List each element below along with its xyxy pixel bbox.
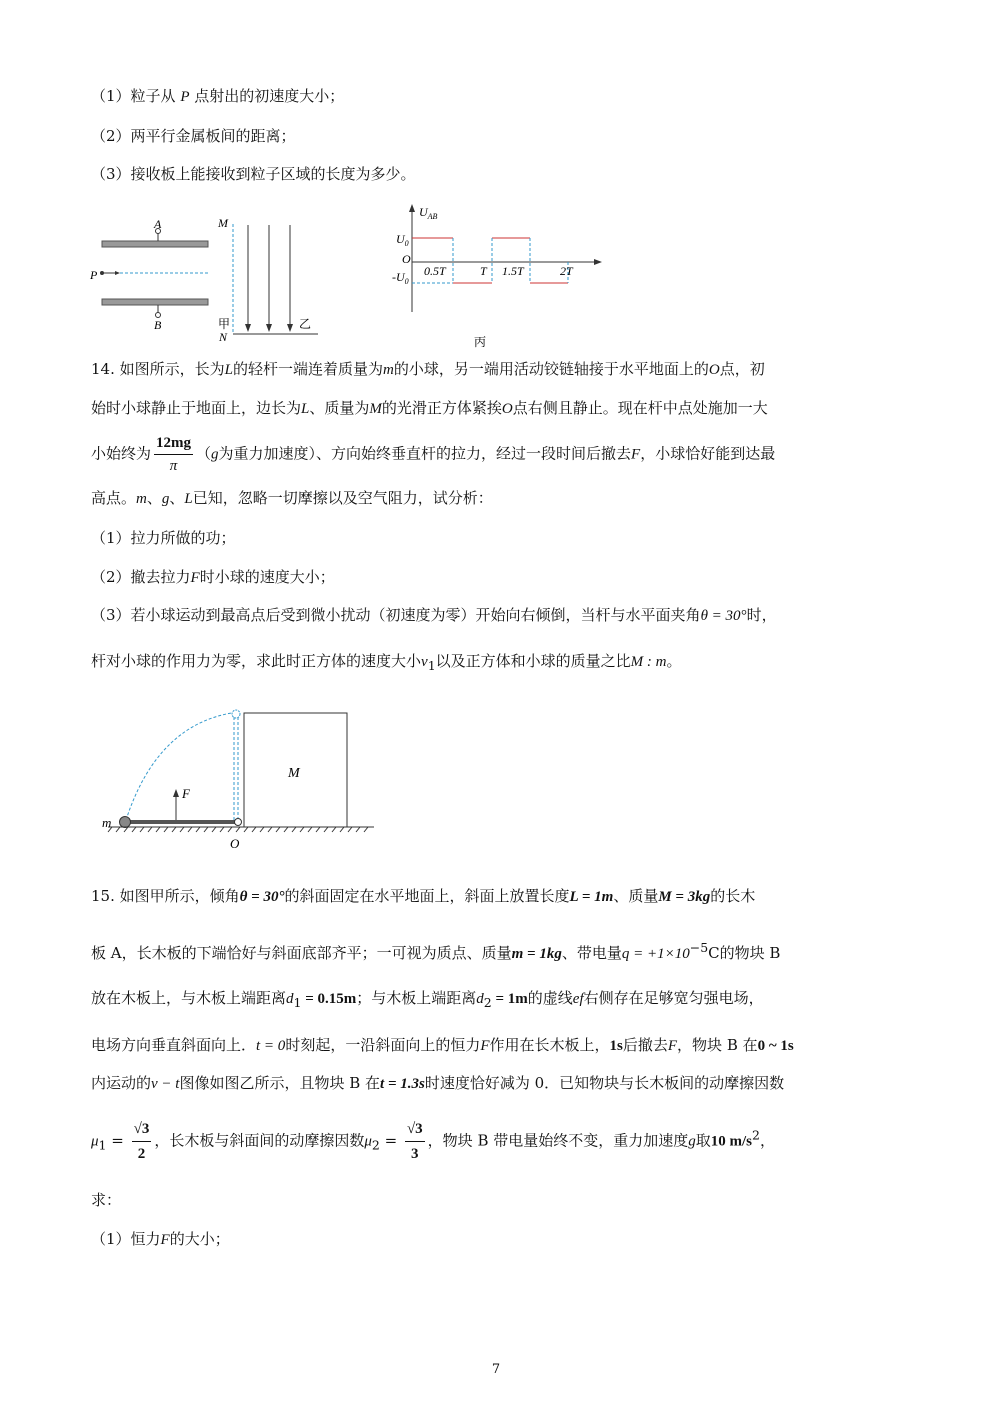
label-n: N [219, 330, 228, 344]
y-arrowhead [409, 204, 415, 212]
text: 右侧存在足够宽匀强电场， [583, 989, 764, 1007]
fraction-sqrt3-3 [405, 1117, 425, 1166]
text: 始时小球静止于地面上，边长为 [91, 399, 302, 417]
math: L = 1m [569, 889, 614, 905]
frac-den: 3 [411, 1146, 419, 1162]
var: M [369, 401, 382, 417]
text: 点右侧且静止。现在杆中点处施加一大 [512, 399, 768, 417]
q15-line2 [91, 938, 780, 964]
var: μ [364, 1133, 372, 1150]
q13-part2: （2）两平行金属板间的距离； [91, 127, 296, 145]
text: 为重力加速度）、方向始终垂直杆的拉力，经过一段时间后撤去 [218, 444, 632, 463]
sub: 2 [483, 995, 492, 1010]
var: O [708, 362, 720, 378]
text: ，物块 B 在 [677, 1036, 758, 1054]
text: 电场方向垂直斜面向上． [91, 1036, 257, 1054]
text: 以及正方体和小球的质量之比 [435, 652, 631, 670]
q15-line5 [91, 1073, 784, 1094]
math-ratio: M : m [630, 654, 667, 670]
var: g [211, 446, 219, 463]
math: 0 ~ 1s [757, 1038, 794, 1054]
label-t2: 2T [560, 264, 573, 278]
text: 时刻起，一沿斜面向上的恒力 [285, 1036, 481, 1054]
math: θ = 30° [239, 889, 285, 905]
var: m [382, 362, 394, 378]
text: ，物块 B 带电量始终不变，重力加速度 [427, 1131, 689, 1150]
text: 。 [666, 652, 682, 670]
var: F [190, 570, 200, 586]
text: 的轻杆一端连着质量为 [232, 360, 383, 378]
text: ；与木板上端距离 [356, 989, 477, 1007]
var: L [301, 401, 310, 417]
ground-hatch [108, 827, 368, 832]
text: = [379, 1131, 402, 1150]
math: t = 0 [256, 1038, 286, 1054]
x-arrowhead [594, 259, 602, 265]
text: （1）粒子从 [91, 87, 176, 105]
q15-line7: 求： [91, 1191, 122, 1209]
text: 图像如图乙所示，且物块 B 在 [179, 1074, 381, 1092]
math-theta: θ = 30° [700, 608, 747, 624]
sub: 1 [293, 995, 302, 1010]
q14-line1 [91, 359, 765, 380]
frac-den: 2 [137, 1146, 146, 1162]
q14-part1: （1）拉力所做的功； [91, 529, 236, 547]
var: μ [91, 1133, 99, 1150]
math: = 1m [491, 991, 528, 1007]
text: 小始终为 [91, 444, 152, 463]
var-p: P [180, 89, 190, 105]
trajectory-arc [126, 712, 238, 820]
page-number: 7 [491, 1362, 501, 1377]
q15-line6 [91, 1117, 775, 1166]
text: 已知，忽略一切摩擦以及空气阻力，试分析： [192, 489, 493, 507]
sub: 1 [427, 658, 436, 673]
text: 点，初 [719, 360, 765, 378]
label-jia: 甲 [218, 317, 231, 331]
text: （3）若小球运动到最高点后受到微小扰动（初速度为零）开始向右倾倒，当杆与水平面夹角 [91, 606, 701, 624]
math: m = 1kg [511, 946, 562, 962]
text: ， [759, 1131, 775, 1150]
text: 的虚线 [527, 989, 573, 1007]
q13-part3: （3）接收板上能接收到粒子区域的长度为多少。 [91, 165, 416, 183]
text: 时小球的速度大小； [199, 568, 335, 586]
q14-line2 [91, 398, 768, 419]
field-arrowhead [266, 324, 272, 332]
var: F [480, 1038, 490, 1054]
text: 、带电量 [561, 944, 622, 962]
field-arrowhead [245, 324, 251, 332]
fraction-12mg-pi [154, 432, 193, 477]
math: 1s [609, 1038, 623, 1054]
force-arrowhead [173, 789, 179, 797]
text: 高点。 [91, 489, 137, 507]
text: 的物块 B [719, 944, 781, 962]
text: 点射出的初速度大小； [194, 87, 345, 105]
math: t = 1.3s [380, 1076, 425, 1092]
q15-line4 [91, 1035, 794, 1056]
figure-q13 [80, 200, 620, 350]
var: L [224, 362, 233, 378]
label-bing: 丙 [474, 335, 487, 349]
label-f: F [182, 786, 190, 801]
var: F [631, 446, 641, 463]
text: 15. 如图甲所示，倾角 [91, 887, 240, 905]
label-t1: T [480, 264, 487, 278]
figure-q14 [98, 702, 388, 857]
text: 、 [169, 489, 185, 507]
text: 取 [695, 1131, 711, 1150]
math: M = 3kg [658, 889, 711, 905]
label-m: M [218, 216, 228, 230]
label-t15: 1.5T [502, 264, 524, 278]
unit: C [708, 944, 720, 962]
text: 后撤去 [622, 1036, 668, 1054]
var: L [184, 491, 193, 507]
velocity-arrowhead [115, 271, 120, 275]
label-ball-m: m [102, 815, 112, 830]
label-p: P [90, 268, 98, 282]
frac-num: √3 [405, 1117, 425, 1142]
fraction-sqrt3-2 [132, 1117, 152, 1166]
rod [126, 820, 238, 824]
text: 、质量 [613, 887, 659, 905]
text: 、质量为 [309, 399, 370, 417]
var: v [421, 654, 428, 670]
text: （ [196, 444, 212, 463]
q14-part3 [91, 605, 777, 626]
sub: 1 [98, 1137, 107, 1153]
label-b: B [154, 318, 162, 332]
hinge-o [235, 819, 242, 826]
top-ball-ghost [232, 710, 240, 718]
var: d [286, 991, 294, 1007]
label-cube-m: M [288, 766, 300, 781]
text: 的光滑正方体紧挨 [381, 399, 502, 417]
q14-line3 [91, 432, 775, 477]
label-a: A [154, 217, 162, 231]
text: 作用在长木板上， [489, 1036, 610, 1054]
text: = [106, 1131, 129, 1150]
q15-line1 [91, 886, 755, 907]
label-o: O [230, 836, 240, 851]
text: （2）撤去拉力 [91, 568, 191, 586]
q14-line4 [91, 488, 493, 509]
sup: −5 [689, 940, 709, 955]
text: （1）恒力 [91, 1230, 161, 1248]
var: m [136, 491, 147, 507]
var: F [160, 1232, 170, 1248]
q15-part1 [91, 1229, 230, 1250]
var: g [688, 1133, 696, 1150]
text: 的大小； [169, 1230, 230, 1248]
q14-part3-cont [91, 651, 682, 676]
var: O [501, 401, 513, 417]
text: 的长木 [710, 887, 756, 905]
q13-part1 [91, 86, 344, 107]
label-yi: 乙 [299, 317, 312, 331]
text: ，长木板与斜面间的动摩擦因数 [154, 1131, 365, 1150]
var: ef [572, 991, 584, 1007]
frac-num: 12mg [154, 432, 193, 455]
text: 时速度恰好减为 0．已知物块与长木板间的动摩擦因数 [424, 1074, 785, 1092]
frac-den: π [169, 458, 178, 474]
label-uab: $U_{AB}$ [419, 205, 438, 221]
text: 内运动的 [91, 1074, 152, 1092]
field-arrowhead [287, 324, 293, 332]
text: 的小球，另一端用活动铰链轴接于水平地面上的 [393, 360, 709, 378]
math: 10 m/s [710, 1133, 752, 1150]
plate-b [102, 299, 208, 305]
plate-a [102, 241, 208, 247]
text: 放在木板上，与木板上端距离 [91, 989, 287, 1007]
text: 时， [746, 606, 777, 624]
q15-line3 [91, 988, 764, 1013]
var: g [161, 491, 170, 507]
text: ，小球恰好能到达最 [640, 444, 776, 463]
text: 14. 如图所示，长为 [91, 360, 225, 378]
var: F [667, 1038, 678, 1054]
math: v − t [151, 1076, 180, 1092]
text: 、 [146, 489, 162, 507]
label-origin: O [402, 252, 411, 266]
sup: 2 [752, 1127, 760, 1143]
text: 的斜面固定在水平地面上，斜面上放置长度 [284, 887, 570, 905]
text: 杆对小球的作用力为零，求此时正方体的速度大小 [91, 652, 422, 670]
label-t05: 0.5T [424, 264, 446, 278]
label-neg-u0: $-U_0$ [392, 270, 409, 286]
frac-num: √3 [132, 1117, 152, 1142]
q14-part2 [91, 567, 335, 588]
math: q = +1×10 [621, 946, 690, 962]
terminal-b [156, 313, 161, 318]
ball [120, 817, 131, 828]
sub: 2 [371, 1137, 380, 1153]
text: 板 A，长木板的下端恰好与斜面底部齐平；一可视为质点、质量 [91, 944, 512, 962]
var: d [476, 991, 484, 1007]
math: = 0.15m [301, 991, 357, 1007]
label-u0: $U_0$ [396, 232, 409, 248]
